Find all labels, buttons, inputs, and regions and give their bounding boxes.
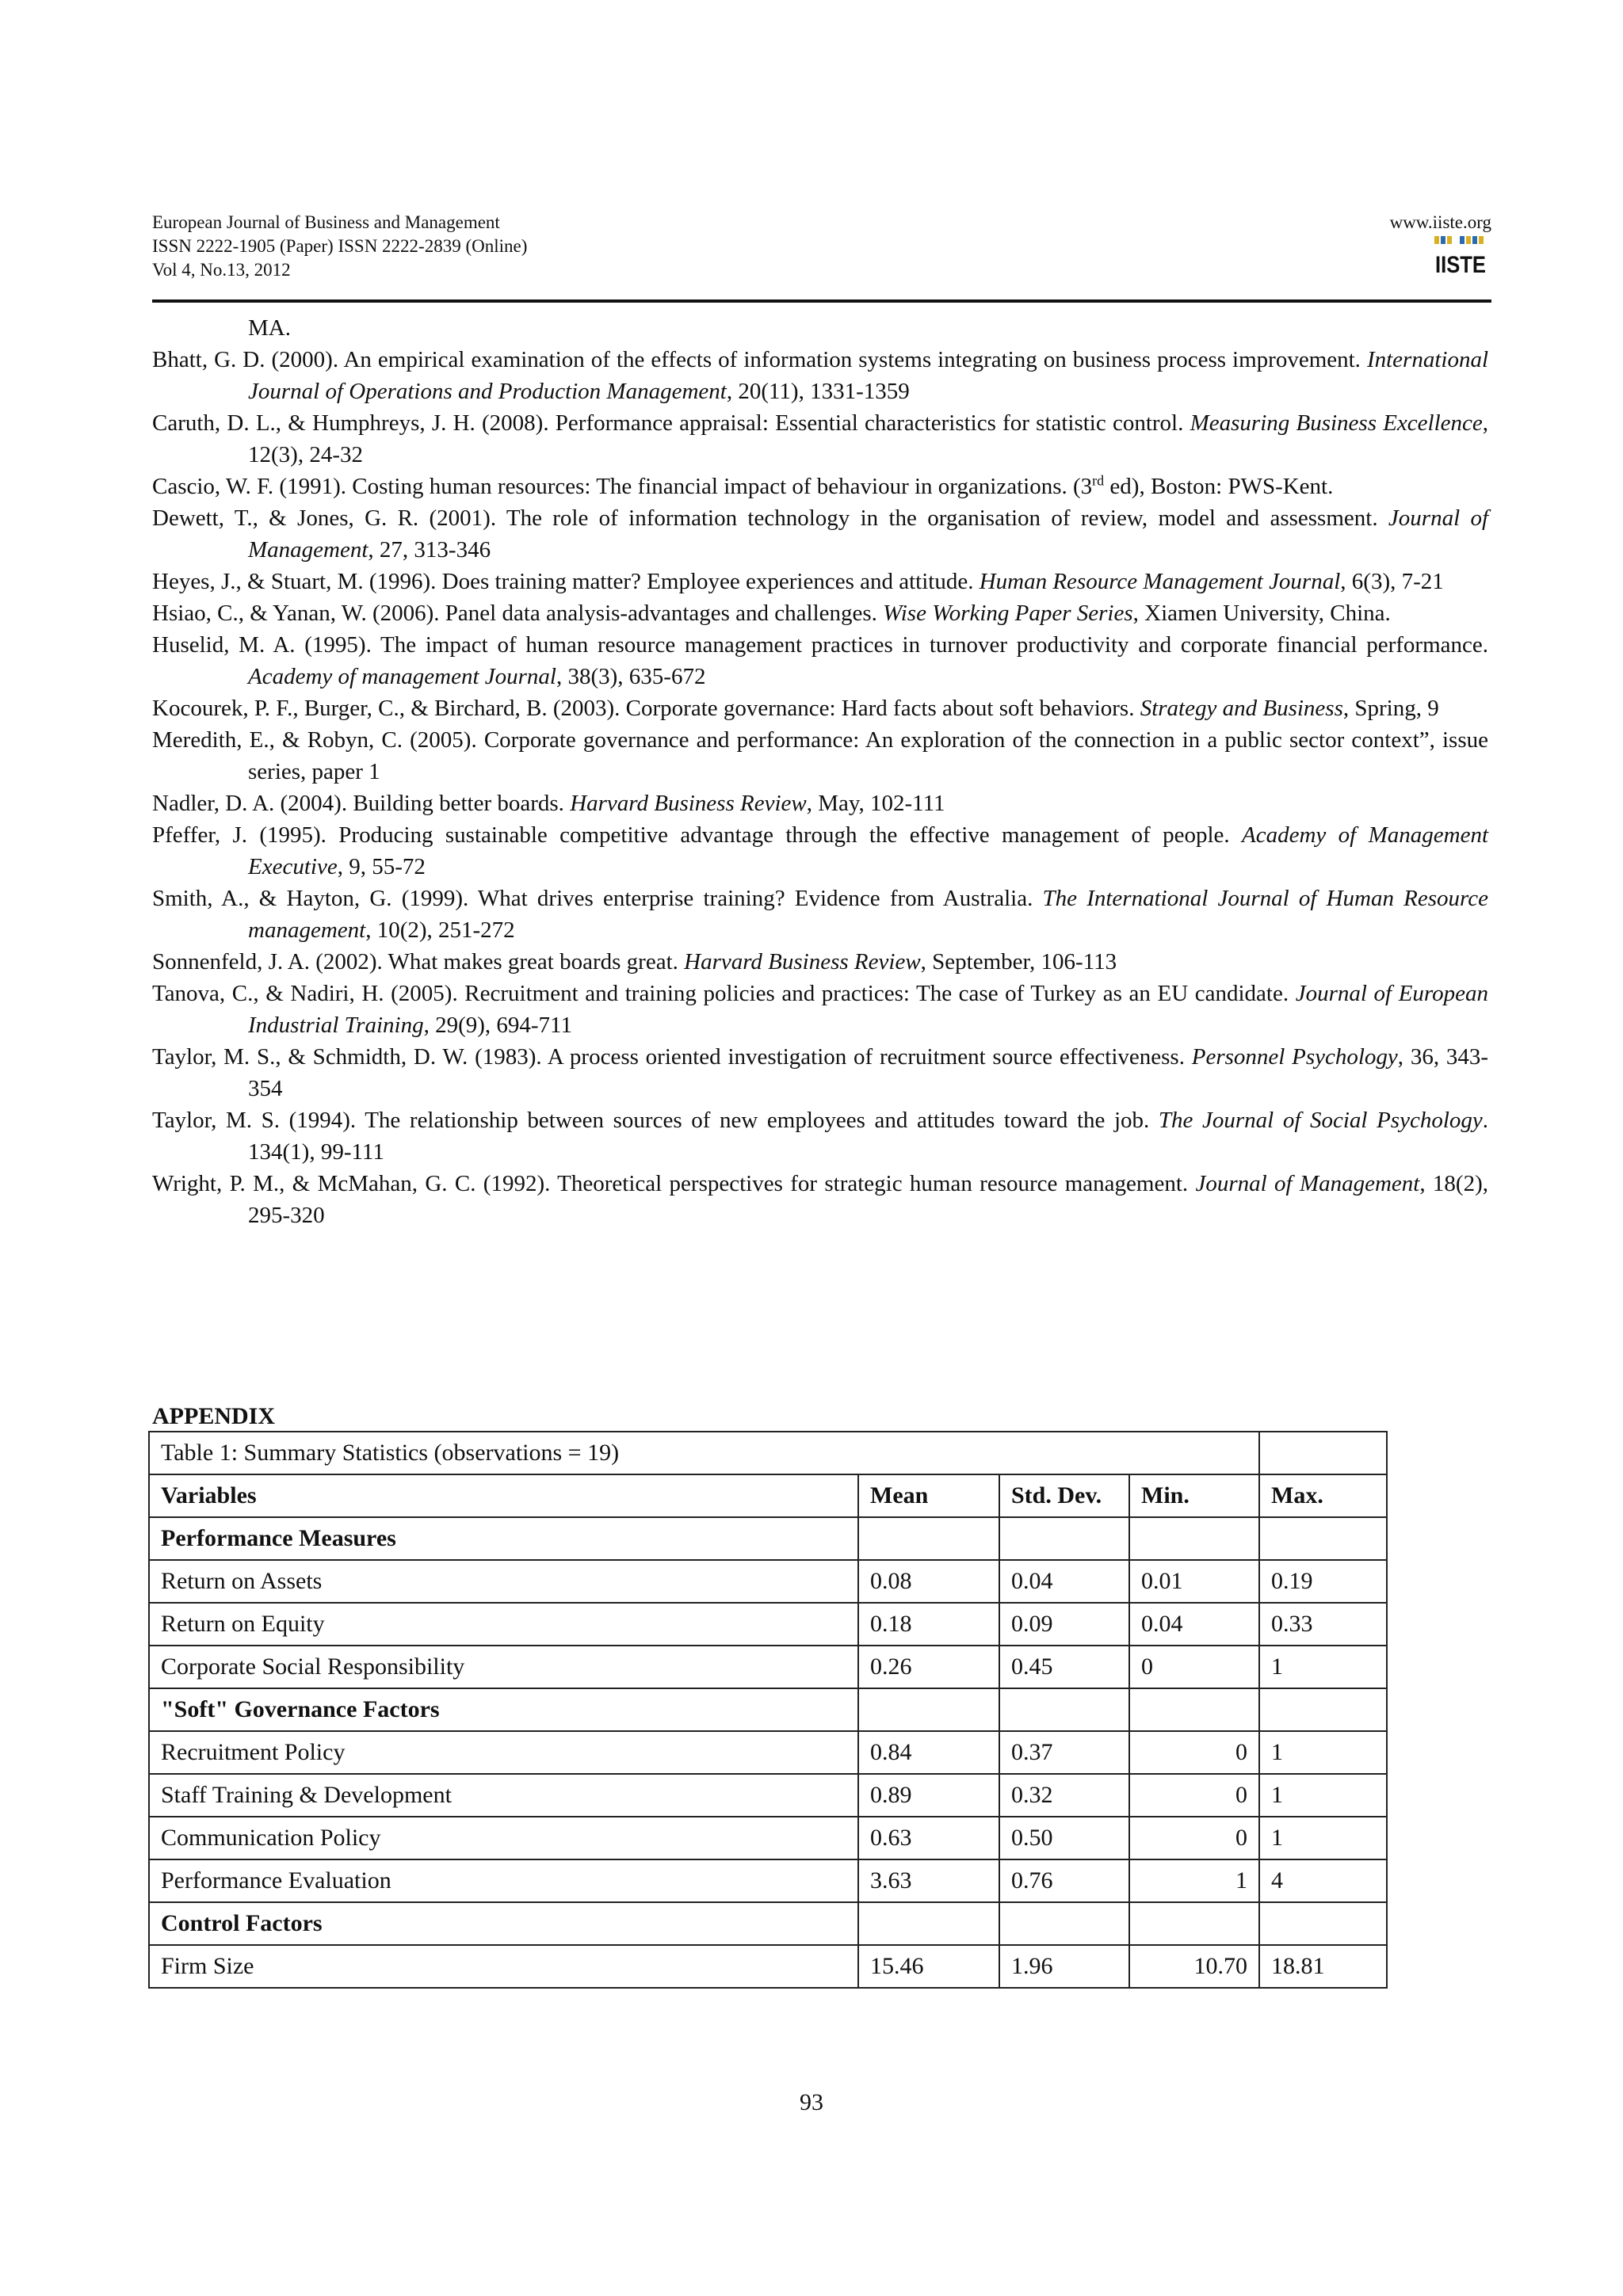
table-cell: 1 xyxy=(1259,1646,1387,1688)
journal-volume: Vol 4, No.13, 2012 xyxy=(152,260,291,280)
table-cell: 1 xyxy=(1259,1817,1387,1859)
table-cell: 0 xyxy=(1129,1646,1259,1688)
appendix-heading: APPENDIX xyxy=(152,1403,275,1429)
table-cell: 3.63 xyxy=(858,1859,999,1902)
reference-item: Meredith, E., & Robyn, C. (2005). Corporate governance and performance: An exploration of the connection in a public sector context”, issue series, paper 1 xyxy=(152,727,1488,784)
table-cell xyxy=(999,1517,1129,1560)
table-cell: 4 xyxy=(1259,1859,1387,1902)
table-cell: Firm Size xyxy=(149,1945,858,1988)
journal-issn: ISSN 2222-1905 (Paper) ISSN 2222-2839 (Online) xyxy=(152,236,528,256)
journal-info xyxy=(152,211,527,282)
table-cell: Return on Assets xyxy=(149,1560,858,1603)
reference-item: Taylor, M. S. (1994). The relationship between sources of new employees and attitudes toward the job. The Journal of Social Psychology. 134(1), 99-111 xyxy=(152,1108,1489,1165)
reference-item: Dewett, T., & Jones, G. R. (2001). The role of information technology in the organisation of review, model and assessment. Journal of Management, 27, 313-346 xyxy=(152,505,1489,563)
table-cell: Recruitment Policy xyxy=(149,1731,858,1774)
table-cell: Staff Training & Development xyxy=(149,1774,858,1817)
table-cell: 0.33 xyxy=(1259,1603,1387,1646)
reference-item: Smith, A., & Hayton, G. (1999). What drives enterprise training? Evidence from Australia. The International Journal of Human Resource management, 10(2), 251-272 xyxy=(152,886,1488,943)
table-caption-row xyxy=(149,1432,1387,1474)
column-header: Mean xyxy=(858,1474,999,1517)
table-cell xyxy=(1259,1517,1387,1560)
table-cell xyxy=(858,1902,999,1945)
table-cell: 0.76 xyxy=(999,1859,1129,1902)
table-section-row xyxy=(149,1517,1387,1560)
table-section-row xyxy=(149,1688,1387,1731)
reference-item: Bhatt, G. D. (2000). An empirical examination of the effects of information systems integrating on business process improvement. International Journal of Operations and Production Management, 20(11), 1331-1359 xyxy=(152,347,1488,404)
table-row xyxy=(149,1646,1387,1688)
page-header xyxy=(152,211,1491,299)
journal-title: European Journal of Business and Management xyxy=(152,212,500,232)
table-cell xyxy=(858,1517,999,1560)
column-header: Max. xyxy=(1259,1474,1387,1517)
table-cell: 0.19 xyxy=(1259,1560,1387,1603)
reference-item: Pfeffer, J. (1995). Producing sustainable competitive advantage through the effective management of people. Academy of Management Executive, 9, 55-72 xyxy=(152,822,1489,879)
reference-item: Taylor, M. S., & Schmidth, D. W. (1983). A process oriented investigation of recruitment source effectiveness. Personnel Psychology, 36, 343-354 xyxy=(152,1044,1489,1101)
table-cell: 0 xyxy=(1129,1817,1259,1859)
reference-continuation: MA. xyxy=(248,315,291,341)
table-row xyxy=(149,1731,1387,1774)
references-list xyxy=(152,312,1488,1231)
table-row xyxy=(149,1817,1387,1859)
section-label: Control Factors xyxy=(149,1902,858,1945)
table-cell: 10.70 xyxy=(1129,1945,1259,1988)
reference-item: Nadler, D. A. (2004). Building better boards. Harvard Business Review, May, 102-111 xyxy=(152,791,945,816)
summary-statistics-table xyxy=(148,1431,1388,1989)
header-rule xyxy=(152,299,1491,303)
table-caption: Table 1: Summary Statistics (observations = 19) xyxy=(149,1432,1259,1474)
table-row xyxy=(149,1945,1387,1988)
table-cell: 0.18 xyxy=(858,1603,999,1646)
column-header: Std. Dev. xyxy=(999,1474,1129,1517)
table-cell: 0.32 xyxy=(999,1774,1129,1817)
table-cell: 0.01 xyxy=(1129,1560,1259,1603)
journal-website[interactable]: www.iiste.org xyxy=(1389,212,1491,232)
table-cell: 1.96 xyxy=(999,1945,1129,1988)
iiste-logo-icon xyxy=(1433,235,1488,276)
table-cell: 1 xyxy=(1259,1774,1387,1817)
table-cell: 0.26 xyxy=(858,1646,999,1688)
table-cell: 0.04 xyxy=(999,1560,1129,1603)
column-header: Min. xyxy=(1129,1474,1259,1517)
table-cell: 0.08 xyxy=(858,1560,999,1603)
table-cell: Return on Equity xyxy=(149,1603,858,1646)
table-cell xyxy=(999,1688,1129,1731)
table-cell: 0.45 xyxy=(999,1646,1129,1688)
table-header-row xyxy=(149,1474,1387,1517)
reference-item: Cascio, W. F. (1991). Costing human resources: The financial impact of behaviour in organizations. (3rd ed), Boston: PWS-Kent. xyxy=(152,472,1334,499)
reference-item: Huselid, M. A. (1995). The impact of human resource management practices in turnover productivity and corporate financial performance. Academy of management Journal, 38(3), 635-672 xyxy=(152,632,1488,689)
reference-item: Caruth, D. L., & Humphreys, J. H. (2008). Performance appraisal: Essential characteristics for statistic control. Measuring Business Excellence, 12(3), 24-32 xyxy=(152,410,1489,467)
page-number: 93 xyxy=(800,2089,823,2115)
reference-item: Kocourek, P. F., Burger, C., & Birchard, B. (2003). Corporate governance: Hard facts about soft behaviors. Strategy and Business, Spring, 9 xyxy=(152,696,1439,721)
column-header: Variables xyxy=(149,1474,858,1517)
table-section-row xyxy=(149,1902,1387,1945)
reference-item: Wright, P. M., & McMahan, G. C. (1992). Theoretical perspectives for strategic human resource management. Journal of Management, 18(2), 295-320 xyxy=(152,1171,1488,1228)
table-cell: 0.89 xyxy=(858,1774,999,1817)
table-cell: Corporate Social Responsibility xyxy=(149,1646,858,1688)
section-label: Performance Measures xyxy=(149,1517,858,1560)
table-cell xyxy=(999,1902,1129,1945)
table-cell xyxy=(1259,1902,1387,1945)
table-cell xyxy=(1259,1688,1387,1731)
table-cell: 0 xyxy=(1129,1731,1259,1774)
table-cell xyxy=(1129,1517,1259,1560)
table-cell: 0.63 xyxy=(858,1817,999,1859)
table-cell: 18.81 xyxy=(1259,1945,1387,1988)
table-cell: 0.50 xyxy=(999,1817,1129,1859)
table-cell xyxy=(1129,1688,1259,1731)
table-cell: 0.37 xyxy=(999,1731,1129,1774)
reference-item: Tanova, C., & Nadiri, H. (2005). Recruitment and training policies and practices: The case of Turkey as an EU candidate. Journal of European Industrial Training, 29(9), 694-711 xyxy=(152,981,1488,1038)
reference-item: Heyes, J., & Stuart, M. (1996). Does training matter? Employee experiences and attitude. Human Resource Management Journal, 6(3), 7-21 xyxy=(152,569,1444,594)
table-row xyxy=(149,1774,1387,1817)
section-label: "Soft" Governance Factors xyxy=(149,1688,858,1731)
table-cell xyxy=(1259,1432,1387,1474)
logo-text: IISTE xyxy=(1435,252,1486,278)
table-cell: 1 xyxy=(1129,1859,1259,1902)
reference-item: Sonnenfeld, J. A. (2002). What makes great boards great. Harvard Business Review, September, 106-113 xyxy=(152,949,1117,974)
table-row xyxy=(149,1859,1387,1902)
table-cell: 1 xyxy=(1259,1731,1387,1774)
reference-item: Hsiao, C., & Yanan, W. (2006). Panel data analysis-advantages and challenges. Wise Working Paper Series, Xiamen University, China. xyxy=(152,601,1391,626)
table-cell: 15.46 xyxy=(858,1945,999,1988)
table-cell: 0.04 xyxy=(1129,1603,1259,1646)
table-row xyxy=(149,1603,1387,1646)
table-cell: 0.09 xyxy=(999,1603,1129,1646)
table-cell xyxy=(1129,1902,1259,1945)
table-cell: Performance Evaluation xyxy=(149,1859,858,1902)
table-cell: Communication Policy xyxy=(149,1817,858,1859)
table-cell xyxy=(858,1688,999,1731)
table-row xyxy=(149,1560,1387,1603)
table-cell: 0 xyxy=(1129,1774,1259,1817)
table-cell: 0.84 xyxy=(858,1731,999,1774)
